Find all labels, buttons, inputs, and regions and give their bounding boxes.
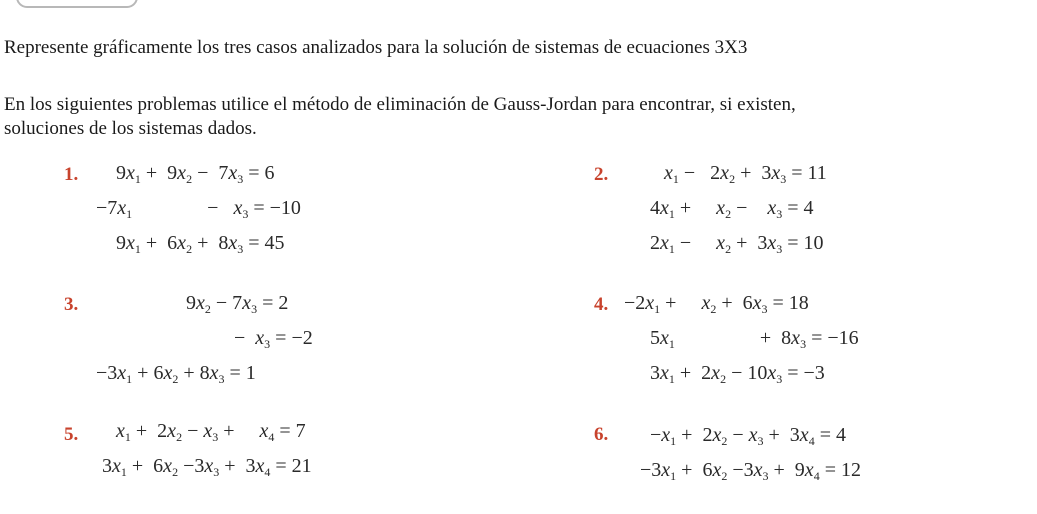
equation: $-x_1 + 2x_2 - x_3 + 3x_4 = 4$ — [650, 424, 846, 448]
equation: $-3x_1 + 6x_2 -3x_3 + 9x_4 = 12$ — [640, 459, 861, 483]
equation: $5x_1$ + $8x_3 = -16$ — [650, 327, 859, 351]
equation: $-7x_1$ − $x_3 = -10$ — [96, 197, 301, 221]
equation: $4x_1$ + $x_2$ − $x_3 = 4$ — [650, 197, 814, 221]
equation: $x_1 + 2x_2 - x_3$ + $x_4 = 7$ — [116, 420, 306, 444]
problem-number: 5. — [64, 424, 79, 445]
equation: $-3x_1 + 6x_2 + 8x_3 = 1$ — [96, 362, 256, 386]
instruction-gauss-line2: soluciones de los sistemas dados. — [4, 118, 257, 139]
instruction-graph: Represente gráficamente los tres casos analizados para la solución de sistemas de ecuaciones 3X3 — [4, 37, 748, 58]
equation: $9x_1 + 6x_2 + 8x_3 = 45$ — [116, 232, 285, 256]
problem-number: 4. — [594, 294, 609, 315]
equation: $2x_1$ − $x_2 + 3x_3 = 10$ — [650, 232, 824, 256]
equation: $9x_1 + 9x_2 - 7x_3 = 6$ — [116, 162, 275, 186]
equation: − $x_3 = -2$ — [234, 327, 313, 351]
equation: $x_1 - 2x_2 + 3x_3 = 11$ — [664, 162, 827, 186]
problem-number: 6. — [594, 424, 609, 445]
equation: $-2x_1$ + $x_2 + 6x_3 = 18$ — [624, 292, 809, 316]
problem-number: 2. — [594, 164, 609, 185]
top-button-edge[interactable] — [16, 0, 138, 8]
problem-number: 3. — [64, 294, 79, 315]
equation: $9x_2 - 7x_3 = 2$ — [186, 292, 289, 316]
equation: $3x_1 + 2x_2 - 10x_3 = -3$ — [650, 362, 825, 386]
equation: $3x_1 + 6x_2 -3x_3 + 3x_4 = 21$ — [102, 455, 312, 479]
instruction-gauss-line1: En los siguientes problemas utilice el método de eliminación de Gauss-Jordan para encontrar, si existen, — [4, 94, 796, 115]
problem-number: 1. — [64, 164, 79, 185]
